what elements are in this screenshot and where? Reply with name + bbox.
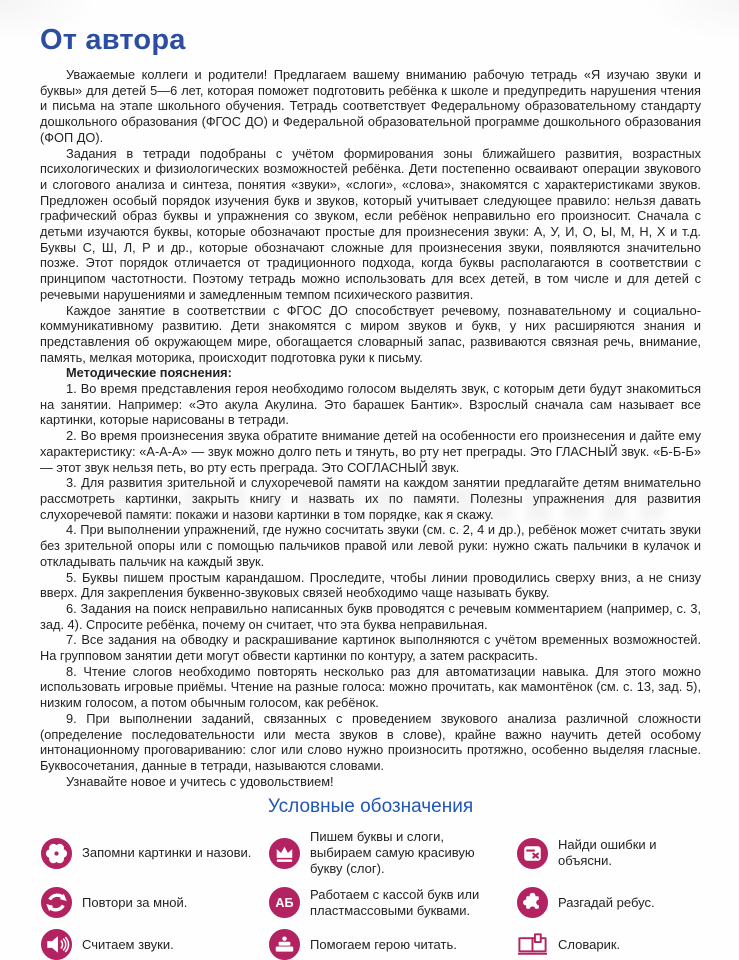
legend-item <box>516 928 701 960</box>
legend-item <box>268 829 506 877</box>
flower-icon <box>40 837 73 870</box>
legend-label: Запомни картинки и назови. <box>82 845 252 861</box>
crown-icon <box>268 837 301 870</box>
method-item: 5. Буквы пишем простым карандашом. Проследите, чтобы линии проводились сверху вниз, а не снизу вверх. Для закрепления буквенно-звуковых связей необходимо чаще называть букву. <box>40 569 701 601</box>
dictionary-book-icon <box>516 928 549 960</box>
legend-label: Словарик. <box>558 936 621 952</box>
speaker-icon <box>40 928 73 960</box>
method-item: 2. Во время произнесения звука обратите внимание детей на особенности его произнесения и дайте ему характеристику: «А-А-А» — звук можно долго петь и тянуть, во рту нет преграды. Это ГЛАСНЫЙ звук. «Б-Б-Б» — этот звук нельзя петь, во рту есть преграда. Это СОГЛАСНЫЙ звук. <box>40 428 701 475</box>
method-item: 1. Во время представления героя необходимо голосом выделять звук, с которым дети будут знакомиться на занятии. Например: «Это акула Акулина. Это барашек Бантик». Взрослый сначала сам называет все картинки, которые нарисованы в тетради. <box>40 381 701 428</box>
method-item: 6. Задания на поиск неправильно написанных букв проводятся с речевым комментарием (например, с. 3, зад. 4). Спросите ребёнка, почему он считает, что эта буква неправильная. <box>40 600 701 632</box>
legend-label: Найди ошибки и объясни. <box>558 837 657 869</box>
legend-item <box>268 886 506 919</box>
legend-label: Работаем с кассой букв или пластмассовыми буквами. <box>310 886 480 918</box>
intro-paragraph: Каждое занятие в соответствии с ФГОС ДО способствует речевому, познавательному и социально-коммуникативному развитию. Дети знакомятся с миром звуков и букв, у них расширяются знания и представления об окружающем мире, обогащается словарный запас, развиваются связная речь, внимание, память, мелкая моторика, происходит подготовка руки к письму. <box>40 302 701 365</box>
legend-item <box>40 928 258 960</box>
page-title: От автора <box>40 24 186 56</box>
method-item: 8. Чтение слогов необходимо повторять несколько раз для автоматизации навыка. Для этого можно использовать игровые приёмы. Чтение на разные голоса: можно прочитать, как мамонтёнок (см. с. 13, зад. 5), низким голосом, а потом обычным голосом, как ребёнок. <box>40 663 701 711</box>
intro-paragraph: Уважаемые коллеги и родители! Предлагаем вашему вниманию рабочую тетрадь «Я изучаю звуки и буквы» для детей 5—6 лет, которая поможет подготовить ребёнка к школе и предупредить нарушения чтения и письма на этапе школьного обучения. Тетрадь соответствует Федеральному образовательному стандарту дошкольного образования (ФГОС ДО) и Федеральной образовательной программе дошкольного образования (ФОП ДО). <box>40 67 701 145</box>
legend-item <box>268 928 506 960</box>
repeat-icon <box>40 886 73 919</box>
legend-title: Условные обозначения <box>267 796 474 818</box>
legend-item <box>516 886 701 919</box>
puzzle-icon <box>516 886 549 919</box>
method-item: 7. Все задания на обводку и раскрашивание картинок выполняются с учётом временных возможностей. На групповом занятии дети могут обвести картинки по контуру, а затем раскрасить. <box>40 632 701 664</box>
legend <box>40 829 701 960</box>
method-item: 3. Для развития зрительной и слухоречевой памяти на каждом занятии предлагайте детям внимательно рассмотреть картинки, закрыть книгу и назвать их по памяти. Полезны упражнения для развития слухоречевой памяти: покажи и назови картинки в том порядке, как я скажу. <box>40 475 701 522</box>
author-text <box>40 67 701 789</box>
closing-line: Узнавайте новое и учитесь с удовольствием! <box>66 773 334 789</box>
letter-cubes-icon <box>268 886 301 919</box>
legend-label: Повтори за мной. <box>82 894 188 910</box>
method-item: 4. При выполнении упражнений, где нужно сосчитать звуки (см. с. 2, 4 и др.), ребёнок может считать звуки без зрительной опоры или с помощью пальчиков правой или левой руки: нужно сжать пальчики в кулачок и откладывать пальчик на каждый звук. <box>40 522 701 569</box>
legend-item <box>516 829 701 877</box>
legend-label: Пишем буквы и слоги, выбираем самую красивую букву (слог). <box>310 829 475 877</box>
legend-label: Разгадай ребус. <box>558 894 655 910</box>
method-item: 9. При выполнении заданий, связанных с проведением звукового анализа различной сложности (определение последовательности или места звуков в слове), крайне важно научить детей особому интонационному проговариванию: слог или слово нужно произносить протяжно, особенно выделяя гласные. Буквосочетания, данные в тетради, называются словами. <box>40 710 701 773</box>
svg-text:АБ: АБ <box>275 896 294 911</box>
legend-label: Помогаем герою читать. <box>310 936 457 952</box>
legend-item <box>40 829 258 877</box>
methods-heading: Методические пояснения: <box>66 365 232 381</box>
cake-icon <box>268 928 301 960</box>
legend-item <box>40 886 258 919</box>
intro-paragraph: Задания в тетради подобраны с учётом формирования зоны ближайшего развития, возрастных психологических и физиологических возможностей ребёнка. Дети постепенно осваивают операции звукового и слогового анализа и синтеза, понятия «звуки», «слоги», «слова», знакомятся с характеристиками звуков. Предложен особый порядок изучения букв и звуков, который учитывает следующее правило: нельзя давать графический образ буквы и упражнения со звуком, если ребёнок неправильно его произносит. Сначала с детьми изучаются буквы, которые обозначают простые для произнесения звуки: А, У, И, О, Ы, М, Н, Х и т.д. Буквы С, Ш, Л, Р и др., которые обозначают сложные для произнесения звуки, появляются значительно позже. Этот порядок отличается от традиционного подхода, когда буквы располагаются в соответствии с принципом частотности. Поэтому тетрадь можно использовать для всех детей, в том числе и для детей с речевыми нарушениями и замедленным темпом психического развития. <box>40 145 701 302</box>
legend-label: Считаем звуки. <box>82 936 174 952</box>
find-mistakes-icon <box>516 837 549 870</box>
